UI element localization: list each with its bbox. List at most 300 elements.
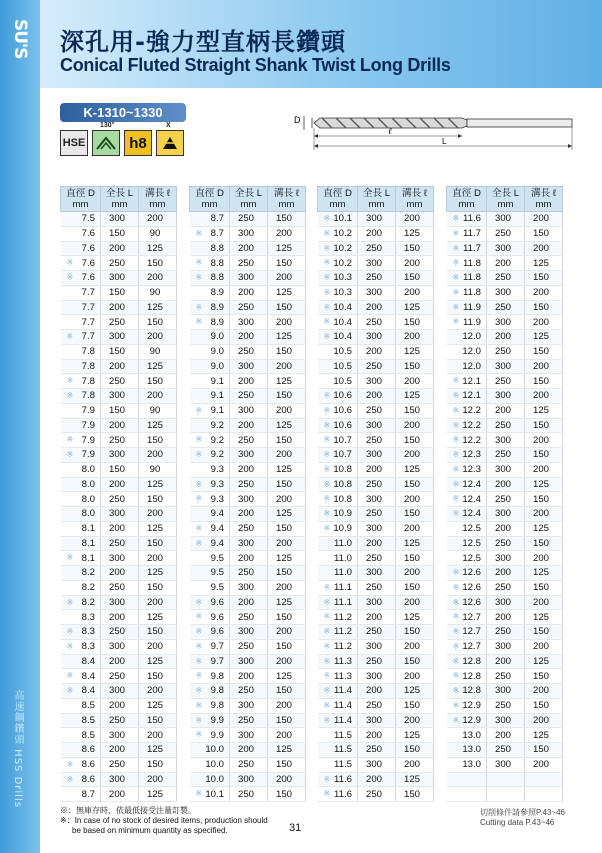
cell-flute-length: 200 — [268, 448, 306, 463]
cell-flute-length: 200 — [268, 226, 306, 241]
cell-flute-length: 125 — [396, 389, 434, 404]
cell-diameter: 8.7 — [61, 787, 101, 802]
cell-total-length: 250 — [358, 625, 396, 640]
table-row — [61, 315, 177, 330]
cell-flute-length: 200 — [525, 462, 563, 477]
cell-total-length: 300 — [230, 728, 268, 743]
cell-flute-length: 150 — [268, 256, 306, 271]
cell-diameter: ※ 9.2 — [190, 448, 230, 463]
table-row — [318, 566, 434, 581]
cell-diameter: 8.2 — [61, 580, 101, 595]
table-row — [190, 330, 306, 345]
cell-diameter: ※ 11.4 — [318, 713, 358, 728]
cell-total-length: 300 — [487, 595, 525, 610]
cell-diameter: ※ 12.9 — [447, 713, 487, 728]
table-row — [190, 625, 306, 640]
cell-flute-length: 125 — [268, 743, 306, 758]
cell-diameter: ※ 11.8 — [447, 271, 487, 286]
no-stock-mark: ※ — [195, 273, 203, 282]
cell-diameter: ※ 9.3 — [190, 477, 230, 492]
cell-diameter: 7.6 — [61, 226, 101, 241]
cell-diameter: 7.9 — [61, 403, 101, 418]
cell-flute-length: 150 — [396, 580, 434, 595]
cell-total-length: 300 — [101, 389, 139, 404]
cell-total-length: 250 — [487, 698, 525, 713]
cell-diameter: ※ 10.6 — [318, 403, 358, 418]
cell-flute-length: 200 — [139, 389, 177, 404]
table-row — [61, 403, 177, 418]
cell-total-length: 300 — [230, 625, 268, 640]
cell-flute-length: 150 — [268, 521, 306, 536]
cell-total-length: 200 — [101, 418, 139, 433]
no-stock-mark: ※ — [323, 479, 331, 489]
cell-total-length: 250 — [230, 521, 268, 536]
side-category-label: 高速鋼鑽頭 HSS Drills — [12, 690, 23, 808]
cell-diameter: 7.7 — [61, 315, 101, 330]
no-stock-mark: ※ — [323, 302, 331, 312]
table-row — [190, 566, 306, 581]
table-row — [318, 772, 434, 787]
cell-flute-length: 200 — [396, 713, 434, 728]
cell-diameter: 7.6 — [61, 241, 101, 256]
no-stock-mark: ※ — [66, 450, 74, 459]
cell-flute-length: 200 — [525, 389, 563, 404]
cell-diameter: ※ 12.3 — [447, 462, 487, 477]
no-stock-mark: ※ — [452, 302, 460, 312]
cell-flute-length: 125 — [268, 285, 306, 300]
no-stock-mark: ※ — [66, 774, 74, 784]
table-row — [318, 477, 434, 492]
cell-total-length: 250 — [358, 551, 396, 566]
table-row — [61, 492, 177, 507]
cell-diameter: ※ 10.3 — [318, 285, 358, 300]
table-row — [318, 330, 434, 345]
cell-total-length: 300 — [358, 669, 396, 684]
table-row — [447, 448, 563, 463]
cell-flute-length: 150 — [525, 743, 563, 758]
table-row — [190, 256, 306, 271]
table-row — [318, 595, 434, 610]
cell-total-length: 300 — [101, 595, 139, 610]
no-stock-mark: ※ — [66, 759, 74, 769]
cell-flute-length: 200 — [396, 669, 434, 684]
cell-flute-length: 90 — [139, 285, 177, 300]
table-row — [447, 536, 563, 551]
no-stock-mark: ※ — [323, 686, 331, 695]
cell-diameter: 10.0 — [190, 757, 230, 772]
cell-total-length: 250 — [487, 418, 525, 433]
flute-length-label: ℓ — [388, 127, 392, 137]
table-row — [447, 669, 563, 684]
cell-flute-length: 125 — [396, 684, 434, 699]
table-row — [190, 448, 306, 463]
cell-flute-length: 125 — [139, 787, 177, 802]
cell-total-length: 200 — [358, 389, 396, 404]
cell-diameter: ※ 12.9 — [447, 698, 487, 713]
cell-diameter: 8.5 — [61, 728, 101, 743]
no-stock-mark: ※ — [195, 656, 203, 666]
no-stock-mark: ※ — [323, 243, 331, 253]
cell-flute-length: 125 — [396, 536, 434, 551]
no-stock-mark: ※ — [452, 641, 460, 651]
cell-total-length: 300 — [487, 359, 525, 374]
cell-flute-length: 200 — [396, 374, 434, 389]
cell-total-length: 250 — [487, 300, 525, 315]
cell-diameter: 7.8 — [61, 359, 101, 374]
no-stock-mark: ※ — [66, 391, 74, 400]
cell-diameter: ※ 8.9 — [190, 315, 230, 330]
cell-diameter: ※ 9.6 — [190, 625, 230, 640]
table-row — [61, 684, 177, 699]
cell-diameter: 8.9 — [190, 285, 230, 300]
table-row — [61, 359, 177, 374]
cell-flute-length: 150 — [396, 507, 434, 522]
table-row — [318, 448, 434, 463]
no-stock-mark: ※ — [323, 612, 331, 622]
no-stock-mark: ※ — [195, 302, 203, 312]
cell-flute-length: 200 — [268, 580, 306, 595]
cell-diameter: ※ 7.7 — [61, 330, 101, 345]
cell-flute-length: 125 — [525, 728, 563, 743]
cell-diameter: ※ 8.6 — [61, 757, 101, 772]
cell-flute-length: 200 — [396, 285, 434, 300]
no-stock-mark: ※ — [323, 258, 331, 268]
cell-total-length: 300 — [230, 226, 268, 241]
cell-total-length: 200 — [230, 285, 268, 300]
no-stock-mark: ※ — [66, 376, 74, 386]
cell-total-length: 200 — [101, 654, 139, 669]
no-stock-mark: ※ — [195, 730, 203, 740]
table-row — [447, 684, 563, 699]
table-header-row — [61, 187, 177, 212]
cell-diameter: ※ 11.4 — [318, 684, 358, 699]
cell-diameter: ※ 8.3 — [61, 639, 101, 654]
cell-total-length: 200 — [230, 330, 268, 345]
cell-flute-length: 150 — [268, 787, 306, 802]
cell-diameter: ※ 9.8 — [190, 684, 230, 699]
cell-total-length: 300 — [358, 256, 396, 271]
cell-flute-length: 200 — [525, 551, 563, 566]
no-stock-mark: ※ — [452, 376, 460, 386]
cell-flute-length: 150 — [525, 374, 563, 389]
cell-diameter: 9.1 — [190, 374, 230, 389]
cell-flute-length: 150 — [396, 654, 434, 669]
table-row — [318, 639, 434, 654]
cell-flute-length: 125 — [396, 610, 434, 625]
footnote-zh: ※：無庫存時，依最低接受注量訂製。 — [60, 806, 196, 815]
cell-total-length: 150 — [101, 285, 139, 300]
table-row — [190, 551, 306, 566]
cell-total-length: 200 — [358, 226, 396, 241]
cell-diameter: ※ 11.8 — [447, 256, 487, 271]
cell-flute-length: 150 — [396, 477, 434, 492]
table-row — [190, 521, 306, 536]
table-row — [318, 271, 434, 286]
cell-total-length: 300 — [230, 403, 268, 418]
diameter-label: D — [294, 115, 301, 125]
cell-flute-length: 150 — [525, 226, 563, 241]
feature-icons — [60, 122, 184, 156]
cell-total-length — [487, 772, 525, 787]
cell-diameter: 8.6 — [61, 743, 101, 758]
table-row — [318, 625, 434, 640]
page-number: 31 — [289, 822, 302, 834]
table-row — [190, 344, 306, 359]
cell-flute-length: 150 — [139, 757, 177, 772]
cell-flute-length: 125 — [268, 418, 306, 433]
no-stock-mark: ※ — [323, 597, 331, 607]
no-stock-mark: ※ — [452, 479, 460, 489]
cell-flute-length: 125 — [396, 344, 434, 359]
cell-total-length: 300 — [230, 271, 268, 286]
table-row — [318, 551, 434, 566]
table-row — [447, 728, 563, 743]
cell-diameter: ※ 9.6 — [190, 610, 230, 625]
no-stock-mark: ※ — [195, 700, 203, 710]
cell-flute-length: 150 — [268, 477, 306, 492]
table-row — [318, 359, 434, 374]
no-stock-mark: ※ — [452, 243, 460, 253]
cell-diameter: ※ 7.9 — [61, 448, 101, 463]
cell-total-length: 300 — [487, 241, 525, 256]
cell-total-length: 200 — [230, 595, 268, 610]
cell-diameter: ※ 8.3 — [61, 625, 101, 640]
table-row — [61, 698, 177, 713]
cell-total-length: 250 — [230, 256, 268, 271]
no-stock-mark: ※ — [452, 715, 460, 725]
cell-total-length: 200 — [101, 610, 139, 625]
cell-diameter: ※ 9.7 — [190, 639, 230, 654]
table-row — [447, 226, 563, 241]
table-row — [318, 787, 434, 802]
cell-diameter: ※ 7.9 — [61, 433, 101, 448]
table-row — [318, 757, 434, 772]
cell-total-length: 250 — [230, 300, 268, 315]
table-row — [318, 226, 434, 241]
table-row — [190, 226, 306, 241]
cell-flute-length: 150 — [525, 698, 563, 713]
cell-diameter: ※ 12.6 — [447, 595, 487, 610]
cell-flute-length: 125 — [139, 477, 177, 492]
cell-diameter: ※ 8.1 — [61, 551, 101, 566]
cell-flute-length: 150 — [525, 448, 563, 463]
no-stock-mark: ※ — [452, 671, 460, 681]
cell-diameter — [447, 772, 487, 787]
cell-flute-length: 200 — [268, 654, 306, 669]
cell-diameter: ※ 11.6 — [447, 212, 487, 227]
cell-diameter: ※ 8.9 — [190, 300, 230, 315]
cell-total-length: 300 — [101, 772, 139, 787]
cell-diameter: ※ 10.6 — [318, 418, 358, 433]
cell-diameter: 8.5 — [61, 713, 101, 728]
cell-diameter: 8.2 — [61, 566, 101, 581]
cell-flute-length: 150 — [268, 610, 306, 625]
no-stock-mark: ※ — [452, 273, 460, 282]
no-stock-mark: ※ — [66, 641, 74, 651]
cell-total-length: 200 — [230, 241, 268, 256]
cell-flute-length: 150 — [139, 669, 177, 684]
cell-total-length: 300 — [358, 448, 396, 463]
cell-diameter: 7.5 — [61, 212, 101, 227]
cell-total-length: 250 — [358, 743, 396, 758]
cell-total-length: 250 — [230, 344, 268, 359]
no-stock-mark: ※ — [66, 553, 74, 563]
cell-flute-length: 150 — [525, 300, 563, 315]
no-stock-mark: ※ — [323, 641, 331, 651]
cell-flute-length: 150 — [268, 757, 306, 772]
cell-flute-length: 150 — [268, 684, 306, 699]
cell-diameter: ※ 12.2 — [447, 433, 487, 448]
cell-flute-length: 150 — [396, 433, 434, 448]
no-stock-mark: ※ — [452, 287, 460, 297]
no-stock-mark: ※ — [195, 789, 203, 799]
cell-total-length: 200 — [487, 728, 525, 743]
cell-total-length: 200 — [487, 256, 525, 271]
footnote-en-2: be based on minimum quantity as specified. — [72, 826, 228, 835]
table-row — [318, 492, 434, 507]
no-stock-mark: ※ — [452, 258, 460, 268]
cell-total-length: 250 — [358, 271, 396, 286]
table-row — [447, 300, 563, 315]
cell-total-length: 250 — [358, 315, 396, 330]
cell-flute-length: 200 — [268, 403, 306, 418]
cell-diameter: 10.5 — [318, 374, 358, 389]
table-row — [318, 610, 434, 625]
cell-flute-length: 200 — [525, 684, 563, 699]
cell-total-length: 150 — [101, 226, 139, 241]
cell-flute-length: 125 — [139, 300, 177, 315]
cell-flute-length: 150 — [525, 580, 563, 595]
cell-diameter: ※ 9.7 — [190, 654, 230, 669]
table-row — [447, 256, 563, 271]
cell-flute-length: 200 — [525, 507, 563, 522]
cell-flute-length: 125 — [525, 330, 563, 345]
cell-diameter: ※ 12.6 — [447, 580, 487, 595]
no-stock-mark: ※ — [195, 317, 203, 327]
header-flute-length: 溝長 ℓ mm — [525, 187, 563, 212]
cell-total-length: 250 — [230, 684, 268, 699]
cell-flute-length: 150 — [525, 271, 563, 286]
no-stock-mark: ※ — [66, 332, 74, 341]
cell-total-length: 300 — [230, 580, 268, 595]
table-row — [447, 772, 563, 787]
cell-total-length: 300 — [358, 713, 396, 728]
cell-total-length: 250 — [230, 433, 268, 448]
no-stock-mark: ※ — [323, 700, 331, 710]
cell-flute-length: 125 — [396, 728, 434, 743]
table-row — [61, 566, 177, 581]
cell-total-length: 250 — [101, 536, 139, 551]
cell-flute-length: 150 — [139, 492, 177, 507]
table-row — [447, 212, 563, 227]
no-stock-mark: ※ — [452, 450, 460, 459]
cell-total-length: 250 — [101, 580, 139, 595]
cell-diameter: ※ 8.4 — [61, 684, 101, 699]
cell-diameter: 12.0 — [447, 344, 487, 359]
cell-total-length: 200 — [101, 787, 139, 802]
cell-diameter: ※ 10.1 — [190, 787, 230, 802]
table-row — [318, 743, 434, 758]
cell-flute-length: 200 — [139, 595, 177, 610]
cell-total-length: 300 — [101, 507, 139, 522]
table-row — [190, 492, 306, 507]
cell-flute-length: 125 — [268, 669, 306, 684]
table-row — [318, 418, 434, 433]
no-stock-mark: ※ — [452, 405, 460, 415]
no-stock-mark: ※ — [452, 597, 460, 607]
cell-total-length: 200 — [487, 566, 525, 581]
cell-flute-length: 200 — [525, 433, 563, 448]
cell-flute-length: 125 — [268, 507, 306, 522]
table-row — [61, 787, 177, 802]
cell-diameter: ※ 10.4 — [318, 330, 358, 345]
cell-diameter: 11.5 — [318, 743, 358, 758]
table-row — [61, 580, 177, 595]
no-stock-mark: ※ — [323, 523, 331, 533]
cell-total-length: 300 — [230, 359, 268, 374]
cell-total-length: 200 — [358, 728, 396, 743]
table-row — [61, 551, 177, 566]
table-row — [447, 492, 563, 507]
cell-diameter: 9.1 — [190, 389, 230, 404]
cell-diameter: ※ 11.3 — [318, 654, 358, 669]
cell-diameter: ※ 8.6 — [61, 772, 101, 787]
table-row — [190, 433, 306, 448]
cell-diameter: ※ 10.6 — [318, 389, 358, 404]
table-row — [190, 728, 306, 743]
no-stock-mark: ※ — [452, 656, 460, 666]
cell-diameter: ※ 10.2 — [318, 226, 358, 241]
table-row — [447, 639, 563, 654]
cell-flute-length: 200 — [525, 757, 563, 772]
cell-flute-length: 200 — [396, 330, 434, 345]
cell-flute-length: 200 — [139, 772, 177, 787]
cell-diameter: ※ 11.1 — [318, 595, 358, 610]
table-row — [61, 669, 177, 684]
no-stock-mark: ※ — [452, 391, 460, 400]
no-stock-mark: ※ — [452, 700, 460, 710]
cell-diameter: 8.7 — [190, 212, 230, 227]
cell-flute-length: 125 — [139, 610, 177, 625]
cell-total-length: 250 — [230, 212, 268, 227]
cell-diameter: ※ 10.8 — [318, 477, 358, 492]
table-row — [447, 521, 563, 536]
no-stock-mark: ※ — [452, 317, 460, 327]
footnote-en-1: ※：In case of no stock of desired items, production should — [60, 816, 268, 825]
table-row — [447, 389, 563, 404]
cell-diameter: ※ 11.2 — [318, 639, 358, 654]
no-stock-mark: ※ — [66, 435, 74, 445]
no-stock-mark: ※ — [195, 715, 203, 725]
cell-flute-length: 150 — [396, 315, 434, 330]
table-row — [190, 389, 306, 404]
cell-flute-length: 150 — [268, 212, 306, 227]
table-row — [318, 713, 434, 728]
cell-total-length: 250 — [358, 787, 396, 802]
cell-diameter: ※ 12.1 — [447, 389, 487, 404]
table-row — [61, 521, 177, 536]
no-stock-mark: ※ — [452, 568, 460, 577]
table-row — [190, 507, 306, 522]
table-row — [190, 536, 306, 551]
table-row — [447, 418, 563, 433]
table-row — [318, 241, 434, 256]
cell-total-length: 200 — [358, 300, 396, 315]
cell-flute-length: 125 — [525, 566, 563, 581]
header-total-length: 全長 L mm — [230, 187, 268, 212]
cell-total-length: 200 — [230, 551, 268, 566]
cell-total-length: 250 — [487, 536, 525, 551]
